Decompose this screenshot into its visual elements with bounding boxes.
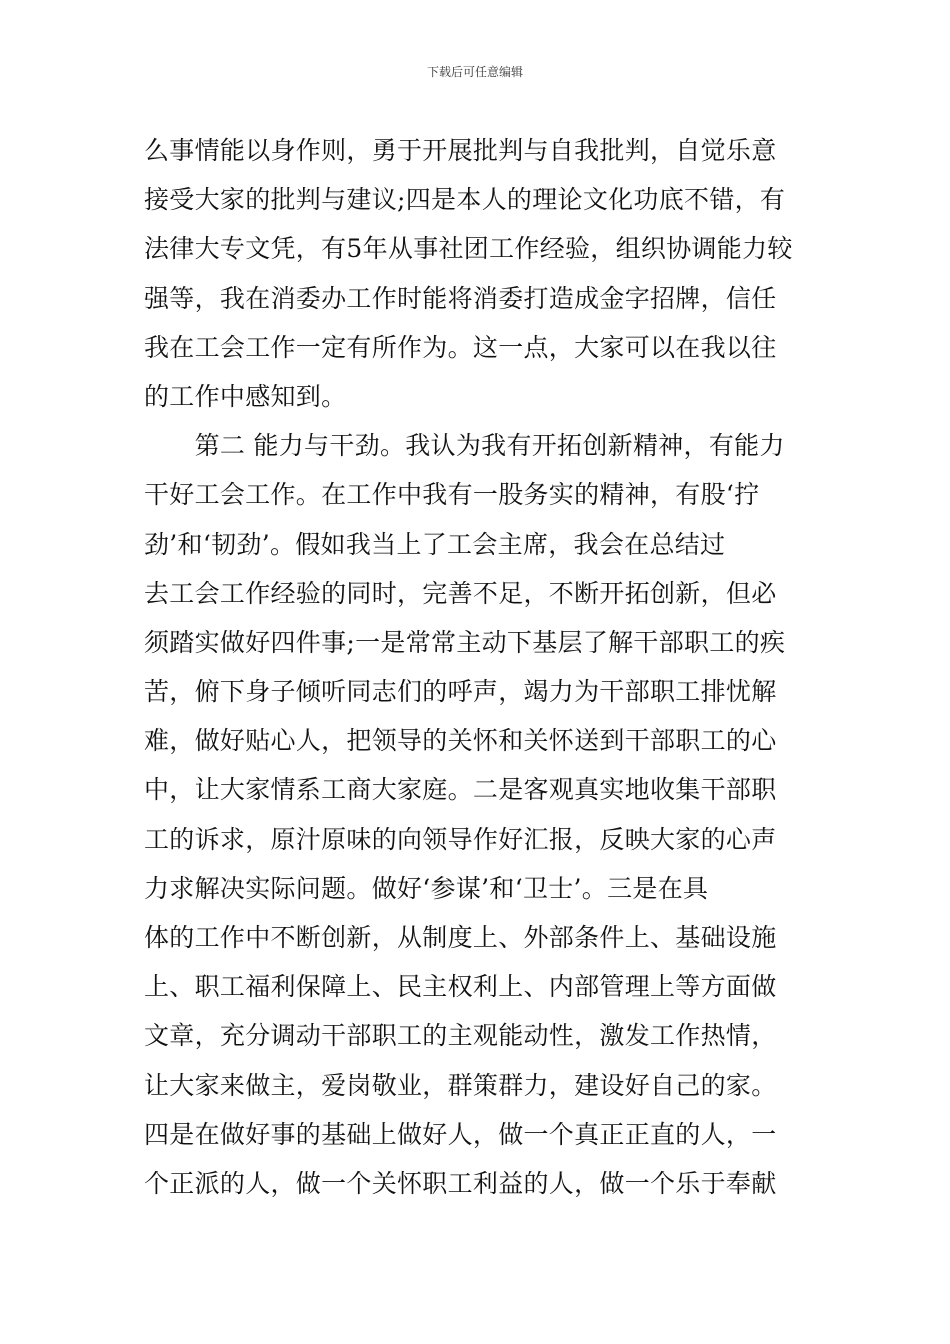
- text-line: 文章，充分调动干部职工的主观能动性，激发工作热情，: [144, 1021, 777, 1051]
- text-line: 去工会工作经验的同时，完善不足，不断开拓创新，但必: [144, 578, 777, 608]
- text-line: 中，让大家情系工商大家庭。二是客观真实地收集干部职: [144, 775, 777, 805]
- text-line: 苦，俯下身子倾听同志们的呼声，竭力为干部职工排忧解: [144, 677, 777, 707]
- text-line: 接受大家的批判与建议;四是本人的理论文化功底不错，有: [144, 185, 786, 215]
- text-line: 难，做好贴心人，把领导的关怀和关怀送到干部职工的心: [144, 726, 777, 756]
- text-line: 让大家来做主，爱岗敬业，群策群力，建设好自己的家。: [144, 1070, 777, 1100]
- text-line: 须踏实做好四件事;一是常常主动下基层了解干部职工的疾: [144, 627, 786, 657]
- text-line: 法律大专文凭，有5年从事社团工作经验，组织协调能力较: [144, 234, 793, 264]
- text-line: 干好工会工作。在工作中我有一股务实的精神，有股‘拧: [144, 480, 760, 510]
- text-line: 第二 能力与干劲。我认为我有开拓创新精神，有能力: [144, 431, 785, 461]
- page-header: 下载后可任意编辑: [426, 65, 523, 79]
- text-line: 劲’和‘韧劲’。假如我当上了工会主席，我会在总结过: [144, 529, 726, 559]
- text-line: 么事情能以身作则，勇于开展批判与自我批判，自觉乐意: [144, 136, 777, 165]
- text-line: 工的诉求，原汁原味的向领导作好汇报，反映大家的心声: [144, 824, 777, 854]
- document-body: [144, 126, 808, 1208]
- text-line: 体的工作中不断创新，从制度上、外部条件上、基础设施: [144, 923, 777, 952]
- text-line: 我在工会工作一定有所作为。这一点，大家可以在我以往: [144, 332, 777, 362]
- text-line: 四是在做好事的基础上做好人，做一个真正正直的人，一: [144, 1119, 777, 1149]
- text-line: 力求解决实际问题。做好‘参谋’和‘卫士’。三是在具: [144, 873, 709, 903]
- text-line: 强等，我在消委办工作时能将消委打造成金字招牌，信任: [144, 283, 777, 313]
- text-line: 个正派的人，做一个关怀职工利益的人，做一个乐于奉献: [144, 1168, 777, 1198]
- text-line: 上、职工福利保障上、民主权利上、内部管理上等方面做: [144, 972, 777, 1002]
- text-line: 的工作中感知到。: [144, 381, 347, 411]
